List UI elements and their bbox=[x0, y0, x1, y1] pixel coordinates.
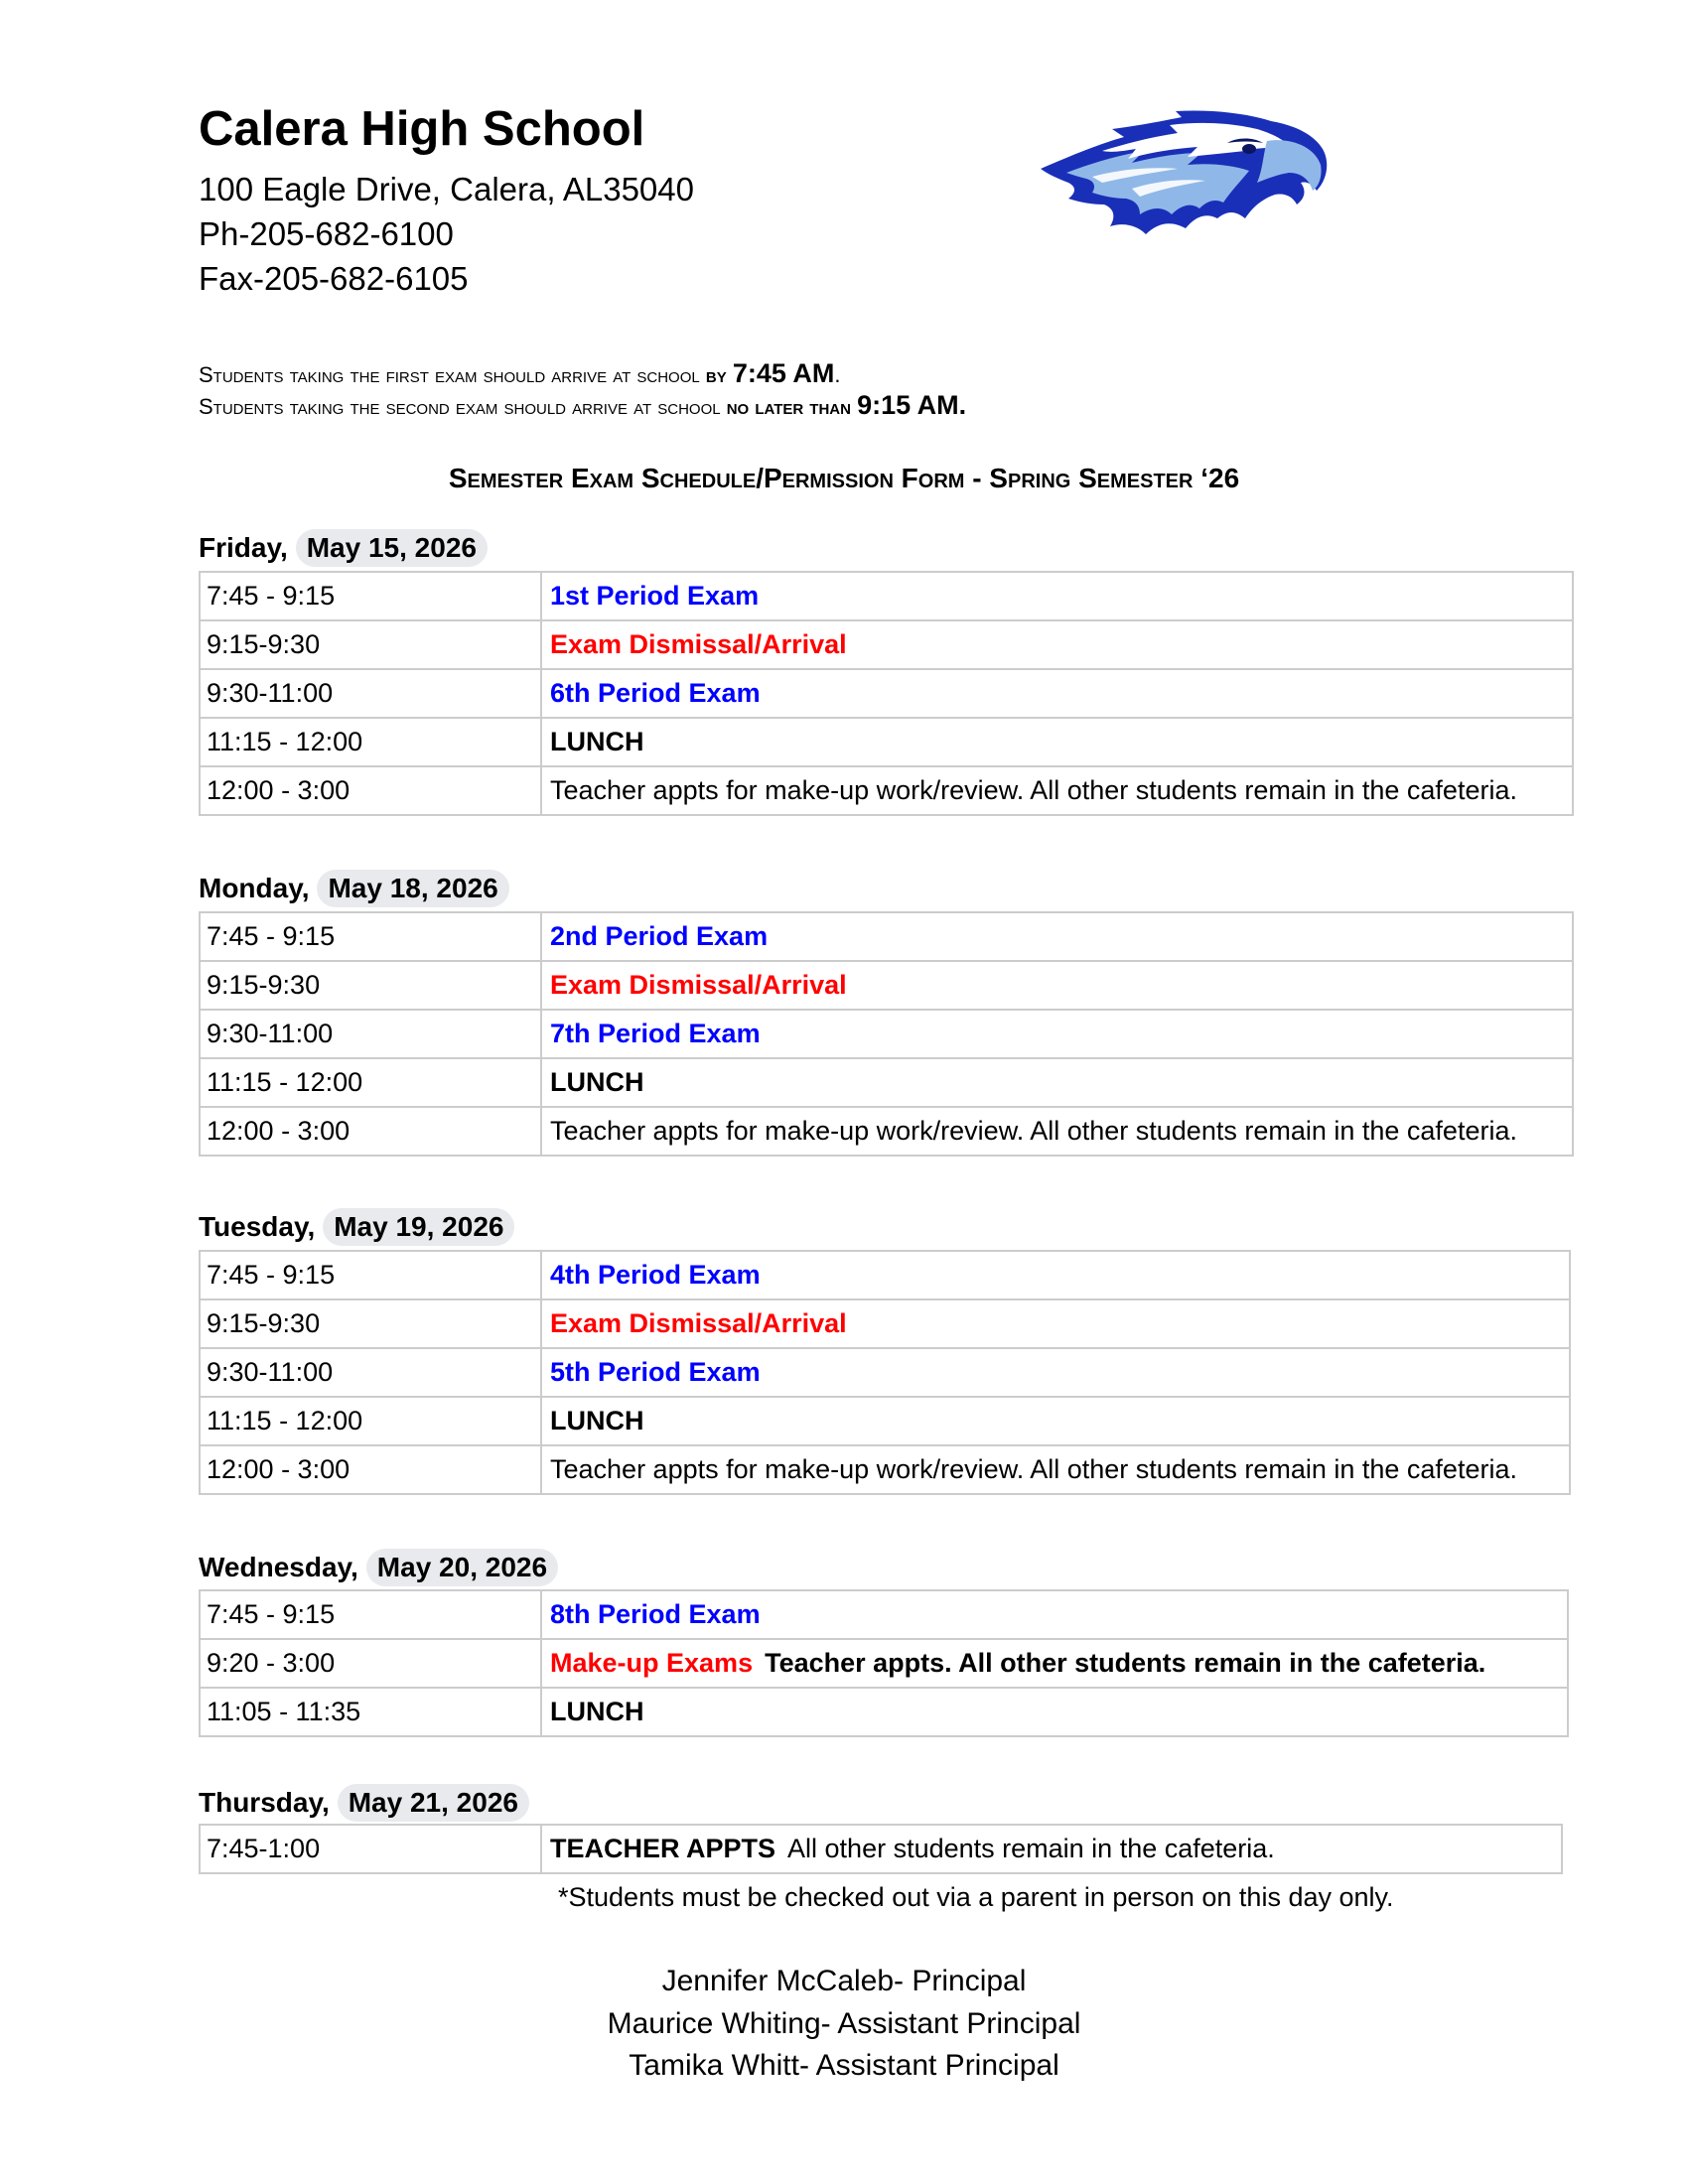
notice-first-exam bbox=[199, 358, 840, 390]
day-name: Monday, bbox=[199, 873, 310, 903]
schedule-table bbox=[199, 911, 1574, 1157]
school-name: Calera High School bbox=[199, 102, 645, 156]
exam-label: 7th Period Exam bbox=[550, 1019, 761, 1048]
time-cell: 7:45 - 9:15 bbox=[200, 1251, 541, 1299]
time-cell: 9:20 - 3:00 bbox=[200, 1639, 541, 1688]
table-row bbox=[200, 669, 1573, 718]
activity-text: Teacher appts for make-up work/review. All other students remain in the cafeteria. bbox=[550, 775, 1517, 805]
activity-cell bbox=[541, 718, 1573, 766]
activity-cell bbox=[541, 912, 1573, 961]
activity-cell bbox=[541, 1688, 1568, 1736]
time-cell: 12:00 - 3:00 bbox=[200, 1445, 541, 1494]
activity-text: Teacher appts for make-up work/review. All other students remain in the cafeteria. bbox=[550, 1454, 1517, 1484]
dismissal-label: Exam Dismissal/Arrival bbox=[550, 1308, 847, 1338]
exam-label: 6th Period Exam bbox=[550, 678, 761, 708]
school-fax: Fax-205-682-6105 bbox=[199, 260, 469, 297]
activity-cell bbox=[541, 1590, 1568, 1639]
time-cell: 9:15-9:30 bbox=[200, 1299, 541, 1348]
table-row bbox=[200, 1348, 1570, 1397]
school-address: 100 Eagle Drive, Calera, AL35040 bbox=[199, 171, 694, 207]
time-cell: 7:45-1:00 bbox=[200, 1825, 541, 1873]
time-cell: 11:15 - 12:00 bbox=[200, 1058, 541, 1107]
day-name: Wednesday, bbox=[199, 1552, 358, 1582]
makeup-exams-label: Make-up Exams bbox=[550, 1648, 754, 1678]
activity-cell bbox=[541, 961, 1573, 1010]
table-row bbox=[200, 1058, 1573, 1107]
activity-cell bbox=[541, 620, 1573, 669]
table-row bbox=[200, 1825, 1562, 1873]
day-heading bbox=[199, 1549, 558, 1586]
schedule-table bbox=[199, 571, 1574, 816]
activity-cell bbox=[541, 1058, 1573, 1107]
time-cell: 9:30-11:00 bbox=[200, 1010, 541, 1058]
table-row bbox=[200, 1010, 1573, 1058]
time-cell: 9:15-9:30 bbox=[200, 620, 541, 669]
exam-label: 5th Period Exam bbox=[550, 1357, 761, 1387]
day-heading bbox=[199, 870, 509, 907]
notice-text: Students taking the first exam should arrive at school bbox=[199, 362, 700, 387]
table-row bbox=[200, 1397, 1570, 1445]
school-phone: Ph-205-682-6100 bbox=[199, 215, 454, 252]
date-chip: May 20, 2026 bbox=[366, 1549, 558, 1586]
activity-text: All other students remain in the cafeteria. bbox=[787, 1834, 1275, 1863]
table-row bbox=[200, 718, 1573, 766]
form-title: Semester Exam Schedule/Permission Form - Spring Semester ‘26 bbox=[448, 463, 1240, 493]
activity-cell bbox=[541, 1825, 1562, 1873]
activity-cell bbox=[541, 1348, 1570, 1397]
day-heading bbox=[199, 529, 488, 567]
table-row bbox=[200, 766, 1573, 815]
notice-text: Students taking the second exam should arrive at school bbox=[199, 394, 721, 419]
table-row bbox=[200, 572, 1573, 620]
table-row bbox=[200, 1251, 1570, 1299]
signature-line: Maurice Whiting- Assistant Principal bbox=[607, 2007, 1081, 2040]
activity-cell bbox=[541, 669, 1573, 718]
table-row bbox=[200, 1639, 1568, 1688]
schedule-table bbox=[199, 1589, 1569, 1737]
table-row bbox=[200, 912, 1573, 961]
lunch-label: LUNCH bbox=[550, 1406, 644, 1435]
notice-time: 9:15 AM. bbox=[857, 390, 967, 420]
eagle-logo-icon bbox=[1033, 107, 1331, 238]
signature-line: Tamika Whitt- Assistant Principal bbox=[629, 2049, 1059, 2082]
notice-time: 7:45 AM bbox=[732, 358, 835, 388]
time-cell: 11:05 - 11:35 bbox=[200, 1688, 541, 1736]
dismissal-label: Exam Dismissal/Arrival bbox=[550, 629, 847, 659]
time-cell: 12:00 - 3:00 bbox=[200, 766, 541, 815]
activity-cell bbox=[541, 1107, 1573, 1156]
day-heading bbox=[199, 1784, 529, 1822]
day-name: Friday, bbox=[199, 532, 288, 563]
notice-suffix: . bbox=[834, 362, 841, 387]
activity-cell bbox=[541, 572, 1573, 620]
exam-label: 1st Period Exam bbox=[550, 581, 760, 611]
activity-cell bbox=[541, 1397, 1570, 1445]
time-cell: 12:00 - 3:00 bbox=[200, 1107, 541, 1156]
schedule-table bbox=[199, 1250, 1571, 1495]
table-row bbox=[200, 1590, 1568, 1639]
notice-emphasis: by bbox=[705, 362, 727, 387]
day-name: Tuesday, bbox=[199, 1211, 316, 1242]
time-cell: 9:30-11:00 bbox=[200, 1348, 541, 1397]
table-row bbox=[200, 961, 1573, 1010]
time-cell: 9:15-9:30 bbox=[200, 961, 541, 1010]
activity-cell bbox=[541, 766, 1573, 815]
table-row bbox=[200, 620, 1573, 669]
activity-text: Teacher appts. All other students remain in the cafeteria. bbox=[765, 1648, 1486, 1678]
time-cell: 9:30-11:00 bbox=[200, 669, 541, 718]
activity-cell bbox=[541, 1445, 1570, 1494]
notice-second-exam bbox=[199, 390, 966, 422]
lunch-label: LUNCH bbox=[550, 727, 644, 756]
date-chip: May 15, 2026 bbox=[296, 529, 488, 567]
table-row bbox=[200, 1445, 1570, 1494]
table-row bbox=[200, 1299, 1570, 1348]
day-name: Thursday, bbox=[199, 1787, 330, 1818]
dismissal-label: Exam Dismissal/Arrival bbox=[550, 970, 847, 1000]
activity-cell bbox=[541, 1010, 1573, 1058]
exam-label: 8th Period Exam bbox=[550, 1599, 761, 1629]
signature-line: Jennifer McCaleb- Principal bbox=[661, 1965, 1027, 1997]
time-cell: 11:15 - 12:00 bbox=[200, 1397, 541, 1445]
time-cell: 7:45 - 9:15 bbox=[200, 912, 541, 961]
time-cell: 11:15 - 12:00 bbox=[200, 718, 541, 766]
schedule-table bbox=[199, 1824, 1563, 1874]
day-heading bbox=[199, 1208, 514, 1246]
thursday-checkout-note: *Students must be checked out via a parent in person on this day only. bbox=[558, 1882, 1394, 1912]
table-row bbox=[200, 1688, 1568, 1736]
table-row bbox=[200, 1107, 1573, 1156]
exam-label: 4th Period Exam bbox=[550, 1260, 761, 1290]
activity-cell bbox=[541, 1639, 1568, 1688]
lunch-label: LUNCH bbox=[550, 1697, 644, 1726]
lunch-label: LUNCH bbox=[550, 1067, 644, 1097]
activity-cell bbox=[541, 1299, 1570, 1348]
date-chip: May 19, 2026 bbox=[323, 1208, 514, 1246]
time-cell: 7:45 - 9:15 bbox=[200, 572, 541, 620]
exam-label: 2nd Period Exam bbox=[550, 921, 769, 951]
date-chip: May 18, 2026 bbox=[317, 870, 508, 907]
notice-emphasis: no later than bbox=[726, 394, 851, 419]
date-chip: May 21, 2026 bbox=[338, 1784, 529, 1822]
activity-text: Teacher appts for make-up work/review. All other students remain in the cafeteria. bbox=[550, 1116, 1517, 1146]
time-cell: 7:45 - 9:15 bbox=[200, 1590, 541, 1639]
teacher-appts-label: TEACHER APPTS bbox=[550, 1834, 776, 1863]
activity-cell bbox=[541, 1251, 1570, 1299]
